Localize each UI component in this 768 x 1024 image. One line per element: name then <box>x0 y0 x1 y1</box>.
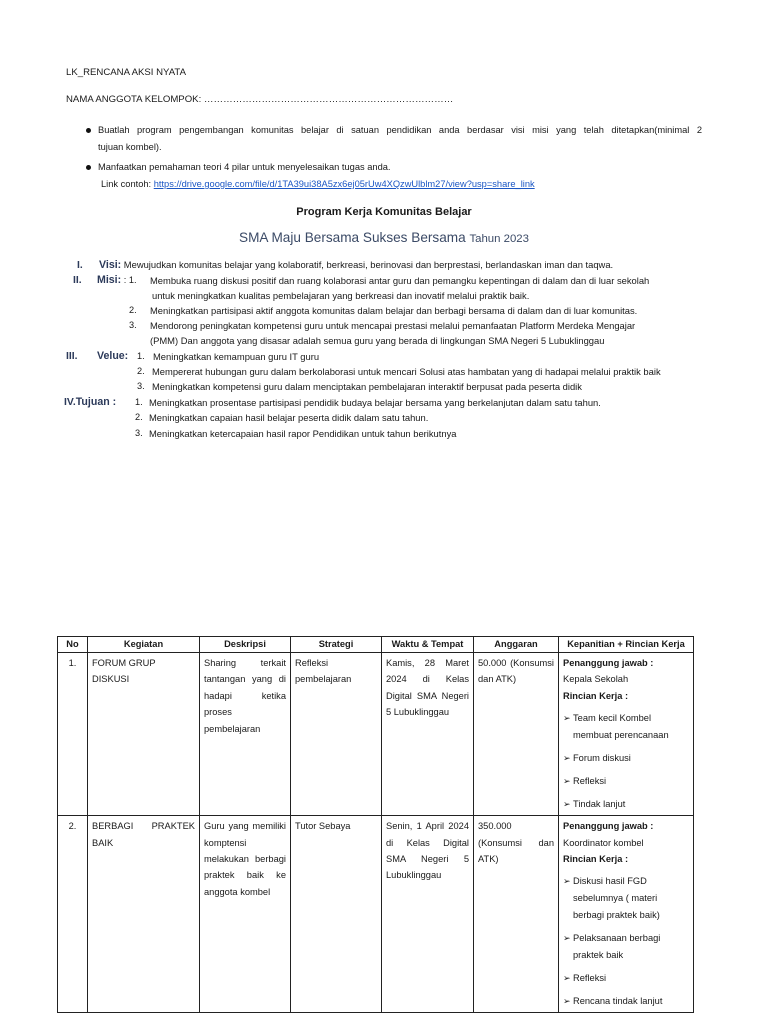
cell-kepanitian <box>559 653 694 816</box>
list-item: ➢ Diskusi hasil FGD sebelumnya ( materi berbagi praktek baik) <box>563 873 689 924</box>
list-item: ➢ Forum diskusi <box>563 750 689 767</box>
instruction-1-line-1: Buatlah program pengembangan komunitas belajar di satuan pendidikan anda berdasar visi misi yang telah ditetapkan(minimal 2 <box>98 125 702 135</box>
col-header-kepanitian: Kepanitian + Rincian Kerja <box>559 637 694 653</box>
bullet-icon <box>86 128 91 133</box>
misi-roman: II. <box>73 275 82 286</box>
list-item: ➢ Team kecil Kombel membuat perencanaan <box>563 710 689 744</box>
tujuan-item-1: Meningkatkan prosentase partisipasi pendidik budaya belajar bersama yang berkelanjutan dalam satu tahun. <box>149 397 601 408</box>
arrow-bullet-icon: ➢ <box>563 753 571 764</box>
misi-prefix: : 1. <box>123 275 137 285</box>
list-item: ➢ Tindak lanjut <box>563 796 689 813</box>
visi-label: Visi: <box>99 259 122 271</box>
pj-label: Penanggung jawab : <box>563 658 654 668</box>
instruction-2-line-1: Manfaatkan pemahaman teori 4 pilar untuk menyelesaikan tugas anda. <box>98 162 391 172</box>
velue-num-2: 2. <box>137 366 145 376</box>
col-header-strategi: Strategi <box>291 637 382 653</box>
pj-line <box>563 655 689 671</box>
tujuan-label: Tujuan : <box>75 396 117 408</box>
table-header-row <box>58 637 694 653</box>
velue-num-1: 1. <box>137 351 145 361</box>
arrow-bullet-icon: ➢ <box>563 996 571 1007</box>
doc-title: LK_RENCANA AKSI NYATA <box>66 67 186 78</box>
col-header-waktu-tempat: Waktu & Tempat <box>382 637 474 653</box>
arrow-bullet-icon: ➢ <box>563 776 571 787</box>
program-title: Program Kerja Komunitas Belajar <box>296 206 472 218</box>
misi-num-2: 2. <box>129 305 137 315</box>
subtitle-main: SMA Maju Bersama Sukses Bersama <box>239 230 466 245</box>
misi-num-3: 3. <box>129 320 137 330</box>
misi-item-3-line-1: Mendorong peningkatan kompetensi guru untuk mencapai prestasi melalui pemanfaatan Platform Merdeka Mengajar <box>150 320 636 331</box>
list-item: ➢ Pelaksanaan berbagi praktek baik <box>563 930 689 964</box>
tujuan-item-2: Meningkatkan capaian hasil belajar peserta didik dalam satu tahun. <box>149 412 429 423</box>
velue-item-2: Mempererat hubungan guru dalam berkolaborasi untuk mencari Solusi atas hambatan yang di hadapai melalui praktik baik <box>152 366 661 377</box>
arrow-bullet-icon: ➢ <box>563 799 571 810</box>
velue-label: Velue: <box>97 350 129 362</box>
bullet-icon <box>86 165 91 170</box>
velue-item-3: Meningkatkan kompetensi guru dalam menciptakan pembelajaran interaktif berpusat pada peserta didik <box>152 381 582 392</box>
rk-label: Rincian Kerja : <box>563 854 629 865</box>
misi-head <box>97 274 137 286</box>
pj-name: Koordinator kombel <box>563 837 644 848</box>
example-drive-link[interactable]: https://drive.google.com/file/d/1TA39ui38A5zx6ej05rUw4XQzwUlblm27/view?usp=share_link <box>153 179 535 189</box>
col-header-kegiatan: Kegiatan <box>88 637 200 653</box>
velue-item-1: Meningkatkan kemampuan guru IT guru <box>153 351 320 362</box>
cell-waktu-tempat: Senin, 1 April 2024 di Kelas Digital SMA Negeri 5 Lubuklinggau <box>382 816 474 1013</box>
cell-kegiatan: BERBAGI PRAKTEK BAIK <box>88 816 200 1013</box>
instruction-link-line <box>101 179 535 189</box>
cell-no: 1. <box>58 653 88 816</box>
cell-deskripsi: Sharing terkait tantangan yang di hadapi ketika proses pembelajaran <box>200 653 291 816</box>
visi-section <box>77 259 83 271</box>
visi-text: Mewujudkan komunitas belajar yang kolaboratif, berkreasi, berinovasi dan berprestasi, berlandaskan iman dan taqwa. <box>123 259 614 270</box>
work-program-table <box>57 636 694 1013</box>
table-row <box>58 653 694 816</box>
col-header-deskripsi: Deskripsi <box>200 637 291 653</box>
visi-roman: I. <box>77 260 83 271</box>
arrow-bullet-icon: ➢ <box>563 933 571 944</box>
tujuan-head <box>64 396 116 408</box>
velue-roman: III. <box>66 351 78 362</box>
pj-line <box>563 818 689 834</box>
subtitle-year: Tahun 2023 <box>469 233 529 245</box>
tujuan-roman: IV. <box>64 397 76 408</box>
list-item: ➢ Rencana tindak lanjut <box>563 993 689 1010</box>
program-subtitle <box>0 230 768 245</box>
misi-item-3-line-2: (PMM) Dan anggota yang disasar adalah semua guru yang berada di lingkungan SMA Negeri 5 Lubuklinggau <box>150 335 605 346</box>
cell-strategi: Tutor Sebaya <box>291 816 382 1013</box>
cell-strategi: Refleksi pembelajaran <box>291 653 382 816</box>
cell-anggaran: 350.000 (Konsumsi dan ATK) <box>474 816 559 1013</box>
arrow-bullet-icon: ➢ <box>563 713 571 724</box>
cell-kepanitian <box>559 816 694 1013</box>
member-name-line: NAMA ANGGOTA KELOMPOK: …………………………………………………………………… <box>66 94 454 105</box>
rk-label: Rincian Kerja : <box>563 690 629 701</box>
list-item: ➢ Refleksi <box>563 773 689 790</box>
tujuan-num-3: 3. <box>135 428 143 438</box>
col-header-anggaran: Anggaran <box>474 637 559 653</box>
pj-name: Kepala Sekolah <box>563 674 629 685</box>
visi-line <box>99 259 613 271</box>
col-header-no: No <box>58 637 88 653</box>
velue-head <box>97 350 128 362</box>
arrow-bullet-icon: ➢ <box>563 876 571 887</box>
link-label: Link contoh: <box>101 179 154 189</box>
arrow-bullet-icon: ➢ <box>563 973 571 984</box>
misi-item-1-line-1: Membuka ruang diskusi positif dan ruang kolaborasi antar guru dan pemangku kepentingan di dalam dan di luar sekolah <box>150 275 650 286</box>
velue-num-3: 3. <box>137 381 145 391</box>
tujuan-num-1: 1. <box>135 397 143 407</box>
tujuan-num-2: 2. <box>135 412 143 422</box>
list-item: ➢ Refleksi <box>563 970 689 987</box>
instruction-1-line-2: tujuan kombel). <box>98 142 162 152</box>
cell-no: 2. <box>58 816 88 1013</box>
misi-label: Misi: <box>97 274 122 286</box>
misi-item-1-line-2: untuk meningkatkan kualitas pembelajaran yang berkreasi dan inovatif melalui praktik baik. <box>152 290 530 301</box>
pj-label: Penanggung jawab : <box>563 821 654 832</box>
misi-item-2: Meningkatkan partisipasi aktif anggota komunitas dalam belajar dan berbagi bersama di dalam dan di luar komunitas. <box>150 305 638 316</box>
cell-deskripsi: Guru yang memiliki komptensi melakukan berbagi praktek baik ke anggota kombel <box>200 816 291 1013</box>
cell-anggaran: 50.000 (Konsumsi dan ATK) <box>474 653 559 816</box>
tujuan-item-3: Meningkatkan ketercapaian hasil rapor Pendidikan untuk tahun berikutnya <box>149 428 457 439</box>
cell-waktu-tempat: Kamis, 28 Maret 2024 di Kelas Digital SMA Negeri 5 Lubuklinggau <box>382 653 474 816</box>
table-row <box>58 816 694 1013</box>
cell-kegiatan: FORUM GRUP DISKUSI <box>88 653 200 816</box>
